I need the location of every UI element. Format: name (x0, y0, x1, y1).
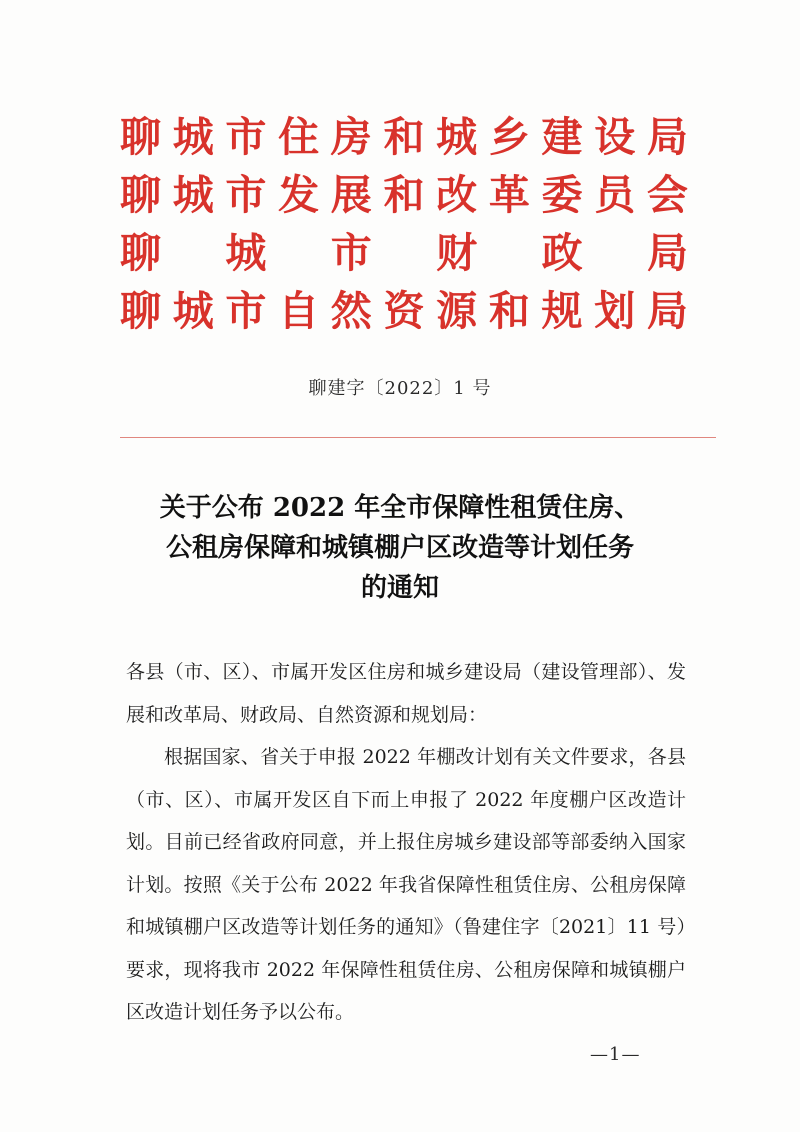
issuer-housing-bureau: 聊 城 市 住 房 和 城 乡 建 设 局 (120, 113, 688, 161)
document-body (126, 651, 686, 1034)
issuer-development-reform-commission: 聊 城 市 发 展 和 改 革 委 员 会 (120, 171, 688, 219)
body-paragraph-1: 根据国家、省关于申报 2022 年棚改计划有关文件要求，各县（市、区）、市属开发区自下而上申报了 2022 年度棚户区改造计划。目前已经省政府同意，并上报住房城乡建设部等部委纳入国家计划。按照《关于公布 2022 年我省保障性租赁住房、公租房保障和城镇棚户区改造等计划任务的通知》（鲁建住字〔2021〕11 号）要求，现将我市 2022 年保障性租赁住房、公租房保障和城镇棚户区改造计划任务予以公布。 (126, 746, 686, 1023)
red-divider-line (120, 437, 716, 438)
title-line-2: 公租房保障和城镇棚户区改造等计划任务 (165, 533, 634, 563)
title-line-1: 关于公布 2022 年全市保障性租赁住房、 (159, 493, 641, 523)
issuer-natural-resources-bureau: 聊 城 市 自 然 资 源 和 规 划 局 (120, 287, 688, 335)
document-title (100, 488, 700, 608)
addressee: 各县（市、区）、市属开发区住房和城乡建设局（建设管理部）、发展和改革局、财政局、自然资源和规划局： (126, 661, 686, 726)
issuer-finance-bureau: 聊 城 市 财 政 局 (120, 229, 688, 277)
issuing-authorities (120, 108, 688, 340)
document-number: 聊建字〔2022〕1 号 (308, 378, 492, 399)
page-number: —1— (590, 1044, 641, 1065)
title-line-3: 的通知 (360, 573, 439, 603)
